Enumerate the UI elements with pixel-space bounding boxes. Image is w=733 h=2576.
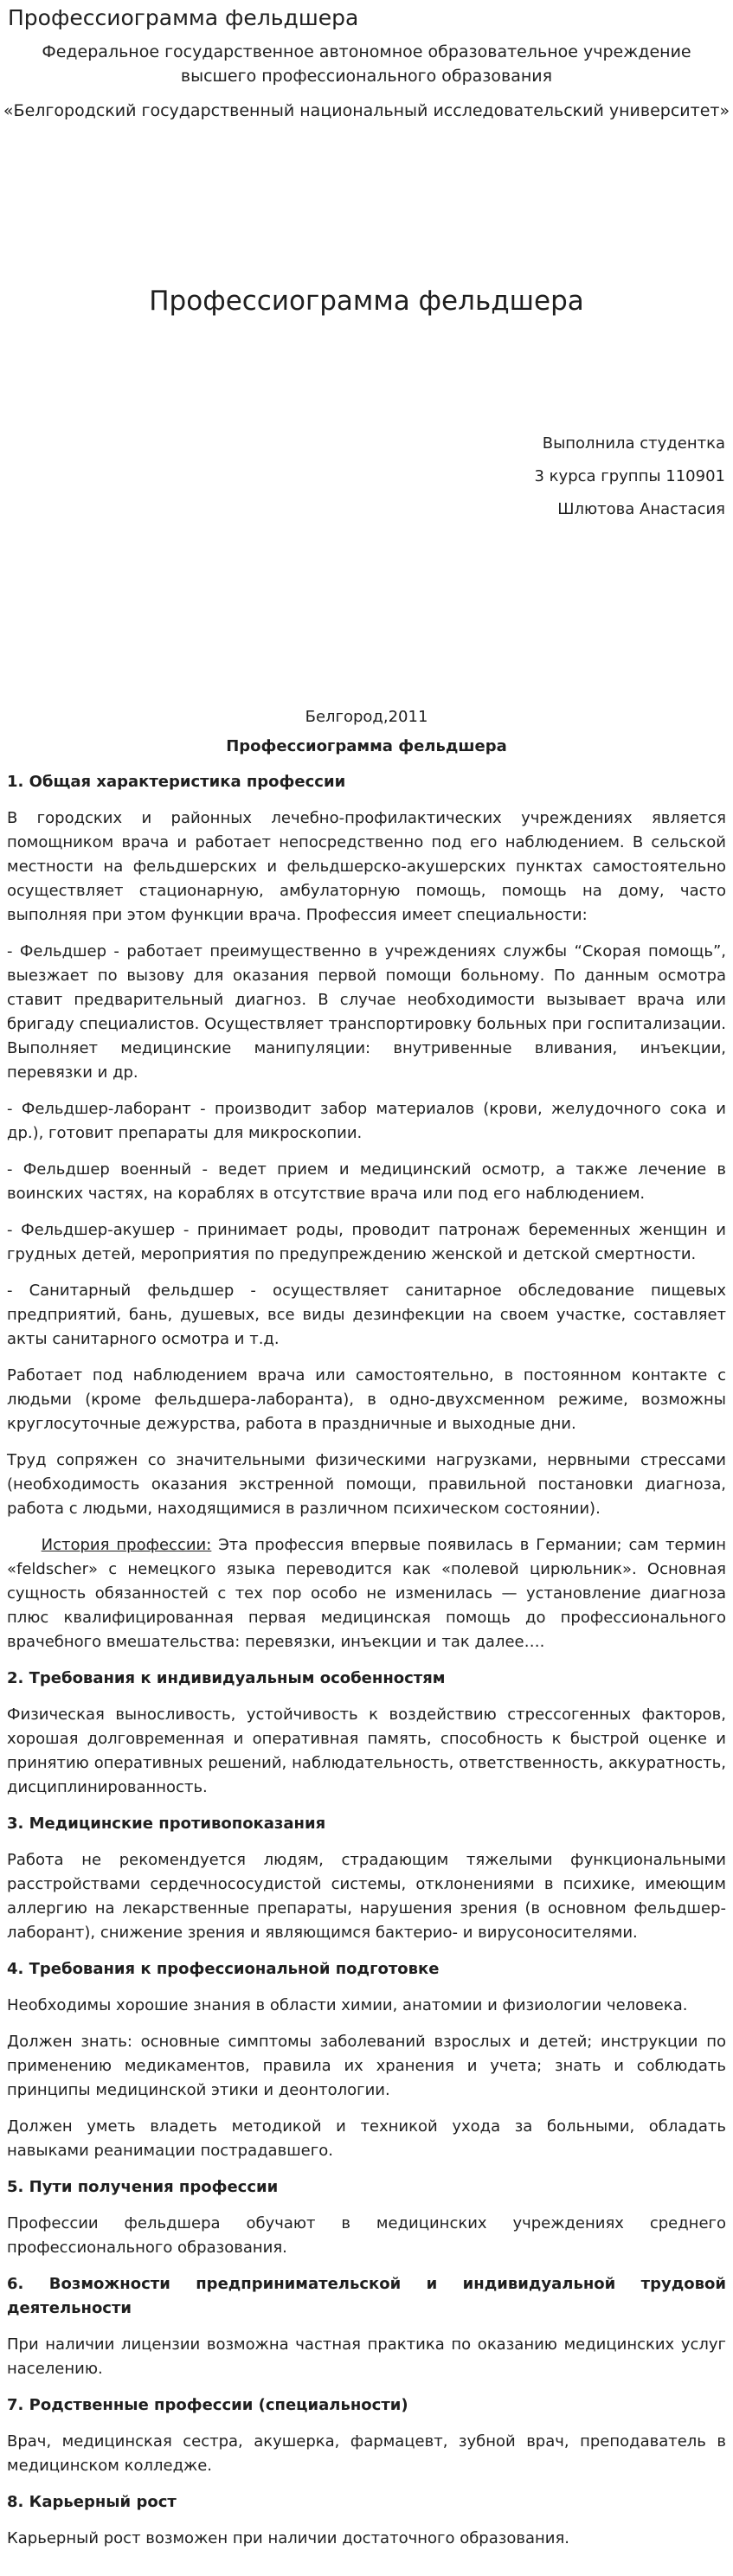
institution-line-2: высшего профессионального образования bbox=[180, 67, 553, 86]
section-1-paragraph: - Фельдшер-акушер - принимает роды, проводит патронаж беременных женщин и грудных детей, мероприятия по предупреждению женской и детской смертности. bbox=[7, 1221, 726, 1263]
author-line-1: Выполнила студентка bbox=[542, 434, 725, 453]
university-name: «Белгородский государственный национальный исследовательский университет» bbox=[3, 101, 730, 120]
section-1-paragraph: Работает под наблюдением врача или самостоятельно, в постоянном контакте с людьми (кроме фельдшера-лаборанта), в одно-двухсменном режиме, возможны круглосуточные дежурства, работа в праздничные и выходные дни. bbox=[7, 1366, 726, 1433]
section-1-paragraph: В городских и районных лечебно-профилактических учреждениях является помощником врача и работает непосредственно под его наблюдением. В сельской местности на фельдшерских и фельдшерско-акушерских пунктах самостоятельно осуществляет стационарную, амбулаторную помощь, помощь на дому, часто выполняя при этом функции врача. Профессия имеет специальности: bbox=[7, 809, 726, 924]
section-6-paragraph: При наличии лицензии возможна частная практика по оказанию медицинских услуг населению. bbox=[7, 2335, 726, 2378]
section-4-title: 4. Требования к профессиональной подготовке bbox=[7, 1960, 440, 1978]
section-1-title: 1. Общая характеристика профессии bbox=[7, 773, 346, 791]
history-label: История профессии: bbox=[41, 1536, 212, 1554]
author-line-2: 3 курса группы 110901 bbox=[534, 467, 725, 485]
section-1-paragraph: - Фельдшер-лаборант - производит забор материалов (крови, желудочного сока и др.), готовит препараты для микроскопии. bbox=[7, 1100, 726, 1142]
document-body bbox=[7, 770, 726, 2563]
history-paragraph bbox=[7, 1533, 726, 1654]
section-4-paragraph: Необходимы хорошие знания в области химии, анатомии и физиологии человека. bbox=[7, 1996, 688, 2014]
section-4-paragraph: Должен уметь владеть методикой и техникой ухода за больными, обладать навыками реанимации пострадавшего. bbox=[7, 2117, 726, 2160]
section-7-title: 7. Родственные профессии (специальности) bbox=[7, 2396, 408, 2414]
page-title: Профессиограмма фельдшера bbox=[8, 5, 359, 30]
section-8-paragraph: Карьерный рост возможен при наличии достаточного образования. bbox=[7, 2529, 570, 2547]
section-3-paragraph: Работа не рекомендуется людям, страдающим тяжелыми функциональными расстройствами сердечнососудистой системы, отклонениями в психике, имеющим аллергию на лекарственные препараты, нарушения зрения (в основном фельдшер-лаборант), снижение зрения и являющимся бактерио- и вирусоносителями. bbox=[7, 1851, 726, 1942]
document-heading: Профессиограмма фельдшера bbox=[226, 737, 507, 755]
section-1-paragraph: Труд сопряжен со значительными физическими нагрузками, нервными стрессами (необходимость оказания экстренной помощи, правильной постановки диагноза, работа с людьми, находящимися в различном психическом состоянии). bbox=[7, 1451, 726, 1518]
section-1-paragraph: - Фельдшер военный - ведет прием и медицинский осмотр, а также лечение в воинских частях, на кораблях в отсутствие врача или под его наблюдением. bbox=[7, 1160, 726, 1203]
section-7-paragraph: Врач, медицинская сестра, акушерка, фармацевт, зубной врач, преподаватель в медицинском колледже. bbox=[7, 2432, 726, 2475]
section-8-title: 8. Карьерный рост bbox=[7, 2493, 177, 2511]
institution-name bbox=[0, 40, 733, 88]
author-line-3: Шлютова Анастасия bbox=[557, 500, 725, 518]
section-5-paragraph: Профессии фельдшера обучают в медицинских учреждениях среднего профессионального образования. bbox=[7, 2214, 726, 2257]
section-6-title: 6. Возможности предпринимательской и индивидуальной трудовой деятельности bbox=[7, 2275, 726, 2317]
city-year: Белгород,2011 bbox=[305, 708, 428, 726]
section-1-paragraph: - Санитарный фельдшер - осуществляет санитарное обследование пищевых предприятий, бань, душевых, все виды дезинфекции на своем участке, составляет акты санитарного осмотра и т.д. bbox=[7, 1282, 726, 1348]
section-5-title: 5. Пути получения профессии bbox=[7, 2178, 279, 2196]
section-2-paragraph: Физическая выносливость, устойчивость к воздействию стрессогенных факторов, хорошая долговременная и оперативная память, способность к быстрой оценке и принятию оперативных решений, наблюдательность, ответственность, аккуратность, дисциплинированность. bbox=[7, 1706, 726, 1796]
main-title: Профессиограмма фельдшера bbox=[149, 286, 584, 317]
section-1-paragraph: - Фельдшер - работает преимущественно в учреждениях службы “Скорая помощь”, выезжает по вызову для оказания первой помощи больному. По данным осмотра ставит предварительный диагноз. В случае необходимости вызывает врача или бригаду специалистов. Осуществляет транспортировку больных при госпитализации. Выполняет медицинские манипуляции: внутривенные вливания, инъекции, перевязки и др. bbox=[7, 942, 726, 1082]
history-text: Эта профессия впервые появилась в Германии; сам термин «feldscher» с немецкого языка переводится как «полевой цирюльник». Основная сущность обязанностей с тех пор особо не изменилась — установление диагноза плюс квалифицированная первая медицинская помощь до профессионального врачебного вмешательства: перевязки, инъекции и так далее…. bbox=[7, 1536, 726, 1651]
institution-line-1: Федеральное государственное автономное образовательное учреждение bbox=[42, 42, 691, 61]
section-3-title: 3. Медицинские противопоказания bbox=[7, 1815, 326, 1833]
section-2-title: 2. Требования к индивидуальным особенностям bbox=[7, 1669, 446, 1687]
section-4-paragraph: Должен знать: основные симптомы заболеваний взрослых и детей; инструкции по применению медикаментов, правила их хранения и учета; знать и соблюдать принципы медицинской этики и деонтологии. bbox=[7, 2033, 726, 2099]
